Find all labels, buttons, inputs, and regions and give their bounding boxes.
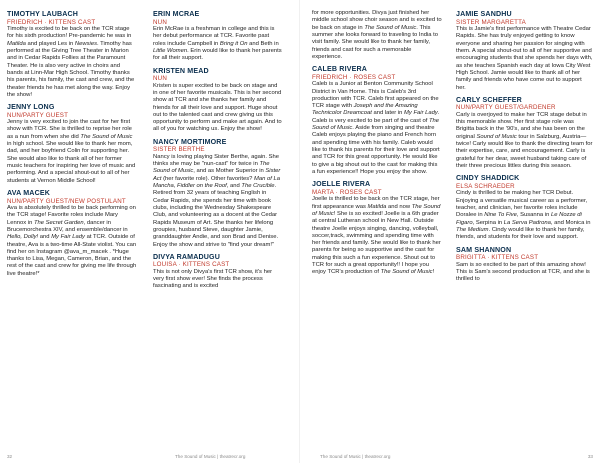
cast-member-name: DIVYA RAMADUGU xyxy=(153,252,220,261)
cast-member-bio: Kristen is super excited to be back on stage and in one of her favorite musicals. This is her second show at TCR and she thanks her family and friends for all their love and support. Huge shout out to the talented cast and crew giving us this opportunity to perform and make art again. And to all of you for watching us. Enjoy the show! xyxy=(153,82,282,133)
left-page-footer: The Sound of Music | theatrecr.org xyxy=(175,454,246,459)
cast-bio xyxy=(7,189,137,278)
cast-bio xyxy=(456,10,593,92)
cast-member-role: FRIEDRICH · ROSES CAST xyxy=(312,73,396,81)
cast-bio xyxy=(153,10,283,63)
cast-bio xyxy=(456,96,593,171)
left-page-number: 32 xyxy=(7,454,13,459)
bio-column-4 xyxy=(456,10,593,287)
bio-column-2 xyxy=(153,10,283,295)
bio-column-1 xyxy=(7,10,137,282)
cast-bio xyxy=(312,65,442,176)
cast-member-role: SISTER MARGARETTA xyxy=(456,18,526,26)
cast-bio xyxy=(456,174,593,241)
right-page-number: 33 xyxy=(587,454,593,459)
cast-member-name: KRISTEN MEAD xyxy=(153,66,209,75)
cast-member-bio: Timothy is excited to be back on the TCR stage for his sixth production! Pre-pandemic he was in Matilda and played Les in Newsies. Timothy has performed at the Giving Tree Theater in Marion and in Cedar Rapids Follies at the Paramount Theater. He is also very active in choirs and bands at Linn-Mar High School. Timothy thanks his parents, his family, the cast and crew, and the theater friends he has met along the way. Enjoy the show! xyxy=(7,26,135,98)
cast-member-role: BRIGITTA · KITTENS CAST xyxy=(456,254,539,262)
cast-member-role: NUN xyxy=(153,75,168,83)
cast-bio xyxy=(312,10,442,61)
cast-member-bio: This is not only Divya's first TCR show, it's her very first show ever! She finds the process fascinating and is excited xyxy=(153,268,273,290)
cast-bio xyxy=(153,67,283,134)
cast-member-role: ELSA SCHRAEDER xyxy=(456,182,515,190)
cast-member-name: SAM SHANNON xyxy=(456,245,512,254)
cast-bio xyxy=(7,10,137,99)
cast-member-role: NUN/PARTY GUEST/NEW POSTULANT xyxy=(7,197,126,205)
cast-member-bio: for more opportunities. Divya just finished her middle school show choir season and is excited to be back on stage in The Sound of Music. This summer she looks forward to traveling to India to visit family. She would like to thank her family, friends and cast for such a memorable experience. xyxy=(312,10,442,60)
cast-bio xyxy=(456,246,593,284)
cast-member-name: NANCY MORTIMORE xyxy=(153,137,227,146)
cast-member-bio: Ava is absolutely thrilled to be back performing on the TCR stage! Favorite roles include Mary Lennox in The Secret Garden, dancer in Brucemorchestra XIV, and ensemble/dancer in Hello, Dolly! and My Fair Lady at TCR. Outside of theatre, Ava is a two-time All-State violist. You can find her on Instagram @ava_m_macek . *Huge thanks to Lisa, Megan, Cameron, Brian, and the rest of the cast and crew for giving me life through live theatre!* xyxy=(7,204,137,277)
cast-member-name: AVA MACEK xyxy=(7,188,50,197)
cast-member-bio: Nancy is loving playing Sister Berthe, again. She thinks she may be "nun-cast" for twice in The Sound of Music, and as Mother Superior in Sister Act (her favorite role). Other favorites? Man of La Mancha, Fiddler on the Roof, and The Crucible. Retired from 32 years of teaching English in Cedar Rapids, she spends her time with book clubs, including the Wednesday Shakespeare Club, and volunteering as a docent at the Cedar Rapids Museum of Art. She thanks her lifelong groupies, husband Steve, daughter Jamie, granddaughter Andie, and son Brad and Denise. Enjoy the show and strive to "find your dream!" xyxy=(153,153,281,248)
cast-member-role: SISTER BERTHE xyxy=(153,146,205,154)
cast-member-name: CINDY SHADDICK xyxy=(456,174,520,183)
cast-member-role: LOUISA · KITTENS CAST xyxy=(153,261,230,269)
cast-member-role: FRIEDRICH · KITTENS CAST xyxy=(7,18,96,26)
cast-member-name: TIMOTHY LAUBACH xyxy=(7,10,79,18)
cast-member-bio: Erin McRae is a freshman in college and this is her debut performance at TCR. Favorite past roles include Campbell in Bring it On and Beth in Little Women. Erin would like to thank her parents for all their support. xyxy=(153,26,282,62)
bio-column-3 xyxy=(312,10,442,281)
cast-member-bio: Jenny is very excited to join the cast for her first show with TCR. She is thrilled to reprise her role as a nun from when she did The Sound of Music in high school. She would like to thank her mom, dad, and her boyfriend Colin for supporting her. She would also like to thank all of her former music teachers for inspiring her love of music and performing. And a special shout-out to all of her students at Vernon Middle School! xyxy=(7,119,136,184)
cast-member-bio: Cindy is thrilled to be making her TCR Debut. Enjoying a versatile musical career as a performer, teacher, and clinician, her favorite roles include Doralee in Nine To Five, Susanna in Le Nozze di Figaro, Serpina in La Serva Padrona, and Monica in The Medium. Cindy would like to thank her family, friends, and students for their love and support. xyxy=(456,190,591,241)
cast-bio xyxy=(153,138,283,249)
cast-member-role: MARTA · ROSES CAST xyxy=(312,188,382,196)
right-page-footer: The Sound of Music | theatrecr.org xyxy=(320,454,391,459)
cast-member-name: CALEB RIVERA xyxy=(312,65,368,74)
cast-member-bio: Carly is overjoyed to make her TCR stage debut in this memorable show. Her first stage role was Brigitta back in the '90's, and she has been on the original Sound of Music tour in Salzburg, Austria—twice! Carly would like to thank the directing team for their expertise, care, and encouragement. Carly is grateful for her dear, sweet husband taking care of their three precious littles during this season. xyxy=(456,111,593,169)
cast-bio xyxy=(7,103,137,185)
cast-member-bio: Caleb is a Junior at Benton Community School District in Van Horne. This is Caleb's 3rd production with TCR. Caleb first appeared on the TCR stage with Joseph and the Amazing Technicolor Dreamcoat and later in My Fair Lady. Caleb is very excited to be part of the cast of The Sound of Music. Aside from singing and theatre Caleb enjoys playing the piano and French horn and spending time with his family. Caleb would like to thank his parents for their love and support and TCR for this great opportunity. He would like to give a big shout out to the cast for making this a fun experience!! Hope you enjoy the show. xyxy=(312,81,440,175)
cast-member-name: CARLY SCHEFFER xyxy=(456,95,522,104)
cast-member-bio: This is Jamie's first performance with Theatre Cedar Rapids. She has truly enjoyed getting to know everyone and sharing her passion for singing with them. A special shout-out to all of her supportive and encouraging students that she spends her days with, as she teaches Spanish each day at Iowa City West High School. Jamie would like to thank all of her family and friends who have come out to support her. xyxy=(456,26,593,91)
cast-member-bio: Sam is so excited to be part of this amazing show! This is Sam's second production at TCR, and she is thrilled to xyxy=(456,261,590,283)
cast-bio xyxy=(153,253,283,291)
cast-member-bio: Joelle is thrilled to be back on the TCR stage, her first appearance was Matilda and now The Sound of Music! She is so excited! Joelle is a 6th grader at central Lutheran school in New Hall. Outside theatre Joelle enjoys singing, dancing, volleyball, soccer,track, swimming and spending time with her friends and family. She would like to thank her parents for being so supportive and the cast for making this such a fun experience. Shout out to TCR for such a great opportunity!! I hope you enjoy TCR's production of The Sound of Music! xyxy=(312,196,441,276)
cast-member-role: NUN/PARTY GUEST xyxy=(7,111,69,119)
cast-member-role: NUN xyxy=(153,18,168,26)
cast-member-name: ERIN MCRAE xyxy=(153,10,200,18)
page-gutter xyxy=(299,0,300,463)
cast-member-name: JOELLE RIVERA xyxy=(312,180,371,189)
cast-member-name: JAMIE SANDHU xyxy=(456,10,512,18)
cast-member-name: JENNY LONG xyxy=(7,103,55,112)
cast-bio xyxy=(312,180,442,276)
cast-member-role: NUN/PARTY GUEST/GARDENER xyxy=(456,104,556,112)
